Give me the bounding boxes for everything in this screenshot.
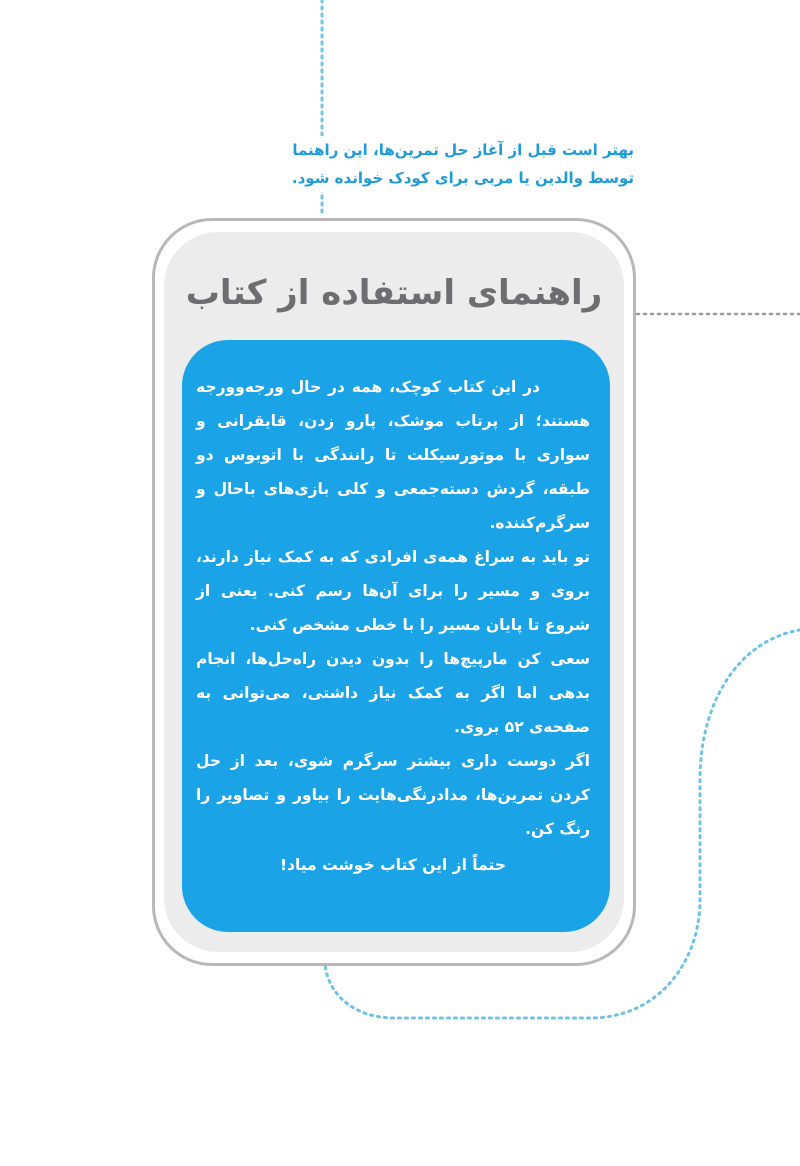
guide-paragraph-3: سعی کن مارپیچ‌ها را بدون دیدن راه‌حل‌ها، انجام بدهی اما اگر به کمک نیاز داشتی، می‌توانی به صفحه‌ی ۵۲ بروی.	[196, 650, 590, 736]
guide-text-panel	[182, 340, 610, 932]
parent-guidance-note	[291, 136, 638, 192]
note-line-2: توسط والدین یا مربی برای کودک خوانده شود.	[291, 169, 634, 187]
guide-paragraph-2: تو باید به سراغ همه‌ی افرادی که به کمک نیاز دارند، بروی و مسیر را برای آن‌ها رسم کنی. یعنی از شروع تا پایان مسیر را با خطی مشخص کنی.	[196, 548, 590, 634]
guide-title: راهنمای استفاده از کتاب	[185, 273, 603, 313]
guide-paragraph-1: در این کتاب کوچک، همه در حال ورجه‌وورجه هستند؛ از پرتاب موشک، پارو زدن، قایقرانی و سواری با موتورسیکلت تا رانندگی با اتوبوس دو طبقه، گردش دسته‌جمعی و کلی بازی‌های باحال و سرگرم‌کننده.	[196, 378, 590, 532]
note-line-1: بهتر است قبل از آغاز حل تمرین‌ها، این راهنما	[292, 141, 634, 159]
guide-closing: حتماً از این کتاب خوشت میاد!	[279, 856, 507, 874]
guide-paragraph-4: اگر دوست داری بیشتر سرگرم شوی، بعد از حل کردن تمرین‌ها، مدادرنگی‌هایت را بیاور و تصاویر را رنگ کن.	[196, 752, 590, 838]
